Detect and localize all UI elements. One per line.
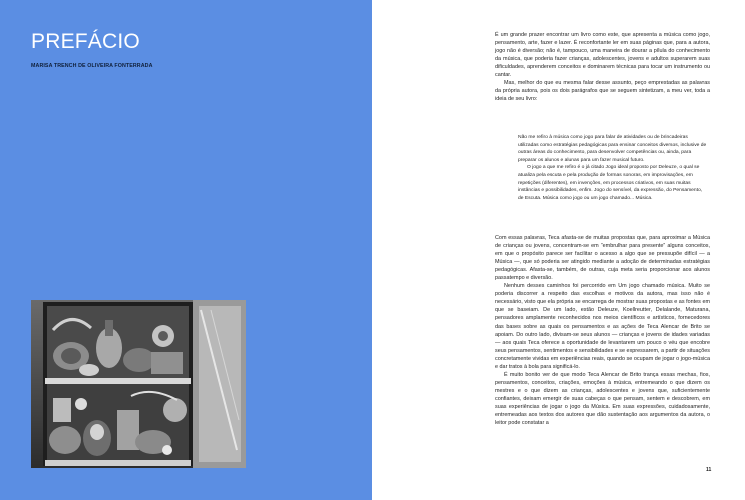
body-paragraph: Com essas palavras, Teca afasta-se de muitas propostas que, para aproximar a Música de crianças ou jovens, concentram-se em “embrulhar para presente” alguns conceitos, em que o propósito parece ser facilitar o acesso a algo que se pressupõe difícil — a Música —, que só poderia ser atingido mediante a adoção de determinadas estratégias pedagógicas. Afasta-se, também, de outras, cuja meta seria proporcionar aos alunos passatempo e diversão. (495, 235, 710, 282)
body-paragraph: É muito bonito ver de que modo Teca Alencar de Brito trança essas mechas, fios, pensamentos, conceitos, criações, emoções à música, entremeando o que dizem os mestres e o que dizem as crianças, adolescentes e jovens que, suficientemente confiantes, deixam emergir de suas cabeças o que pensam, sentem e descobrem, em suas experiências de jogar o jogo da Música. Em suas expressões, cuidadosamente, entremeadas aos textos dos autores que dão sustentação aos argumentos da autora, o leitor pode constatar a (495, 371, 710, 427)
intro-text (495, 31, 710, 103)
chapter-title: PREFÁCIO (31, 30, 140, 53)
intro-paragraph: Mas, melhor do que eu mesma falar desse assunto, peço emprestadas as palavras da própria autora, pois os dois parágrafos que se seguem sintetizam, a meu ver, toda a ideia de seu livro: (495, 80, 710, 103)
block-quote (518, 134, 708, 202)
body-text (495, 234, 710, 427)
page-number: 11 (706, 467, 712, 473)
quote-paragraph: Não me refiro à música como jogo para falar de atividades ou de brincadeiras utilizadas como estratégias pedagógicas para ensinar conceitos diversos, inclusive de outras áreas do conhecimento, para desenvolver competências ou, ainda, para preparar os alunos e alunas para um fazer musical futuro. (518, 135, 707, 163)
quote-paragraph: O jogo a que me refiro é o já citado Jogo ideal proposto por Deleuze, o qual se atualiza pela escuta e pela produção de formas sonoras, em improvisações, em repetições (diferentes), em invenções, em processos criativos, em suas muitas instâncias e possibilidades, enfim. Jogo do sensível, da expressão, do Pensamento, de Escuta. Música como jogo ou um jogo chamado... Música. (518, 165, 703, 201)
photo-shelf-instruments (31, 300, 246, 468)
left-page (0, 0, 372, 500)
body-paragraph: Nenhum desses caminhos foi percorrido em Um jogo chamado música. Muito se poderia discorrer a respeito das escolhas e motivos da autora, mas isso não é necessário, visto que ela própria se encarrega de mostrar suas propostas e as fontes em que se baseiam. De um lado, estão Deleuze, Koellreutter, Delalande, Maturana, pensadores amplamente reconhecidos nos meios científicos e artísticos, fornecedores das bases sobre as quais os pensamentos e as ações de Teca Alencar de Brito se apoiam. Do outro lado, divisam-se seus alunos — crianças e jovens de idades variadas — aos quais Teca oferece a oportunidade de levantarem um pouco o véu que encobre seus pensamentos, sentimentos e sensibilidades e se expressarem, a partir de situações concretamente vividas em experiências reais, quando se ocupam de jogar o jogo-música e dar tratos à bola para significá-lo. (495, 283, 710, 370)
intro-paragraph: É um grande prazer encontrar um livro como este, que apresenta a música como jogo, pensamento, arte, fazer e lazer. É reconfortante ler em suas páginas que, para a autora, jogo não é diversão; não é, tampouco, uma maneira de dourar a pílula do conhecimento da música, que poderia fazer crianças, adolescentes, jovens e adultos superarem suas dificuldades, aprenderem conceitos e dominarem técnicas para tocar um instrumento ou cantar. (495, 32, 710, 79)
chapter-author: MARISA TRENCH DE OLIVEIRA FONTERRADA (31, 63, 153, 69)
